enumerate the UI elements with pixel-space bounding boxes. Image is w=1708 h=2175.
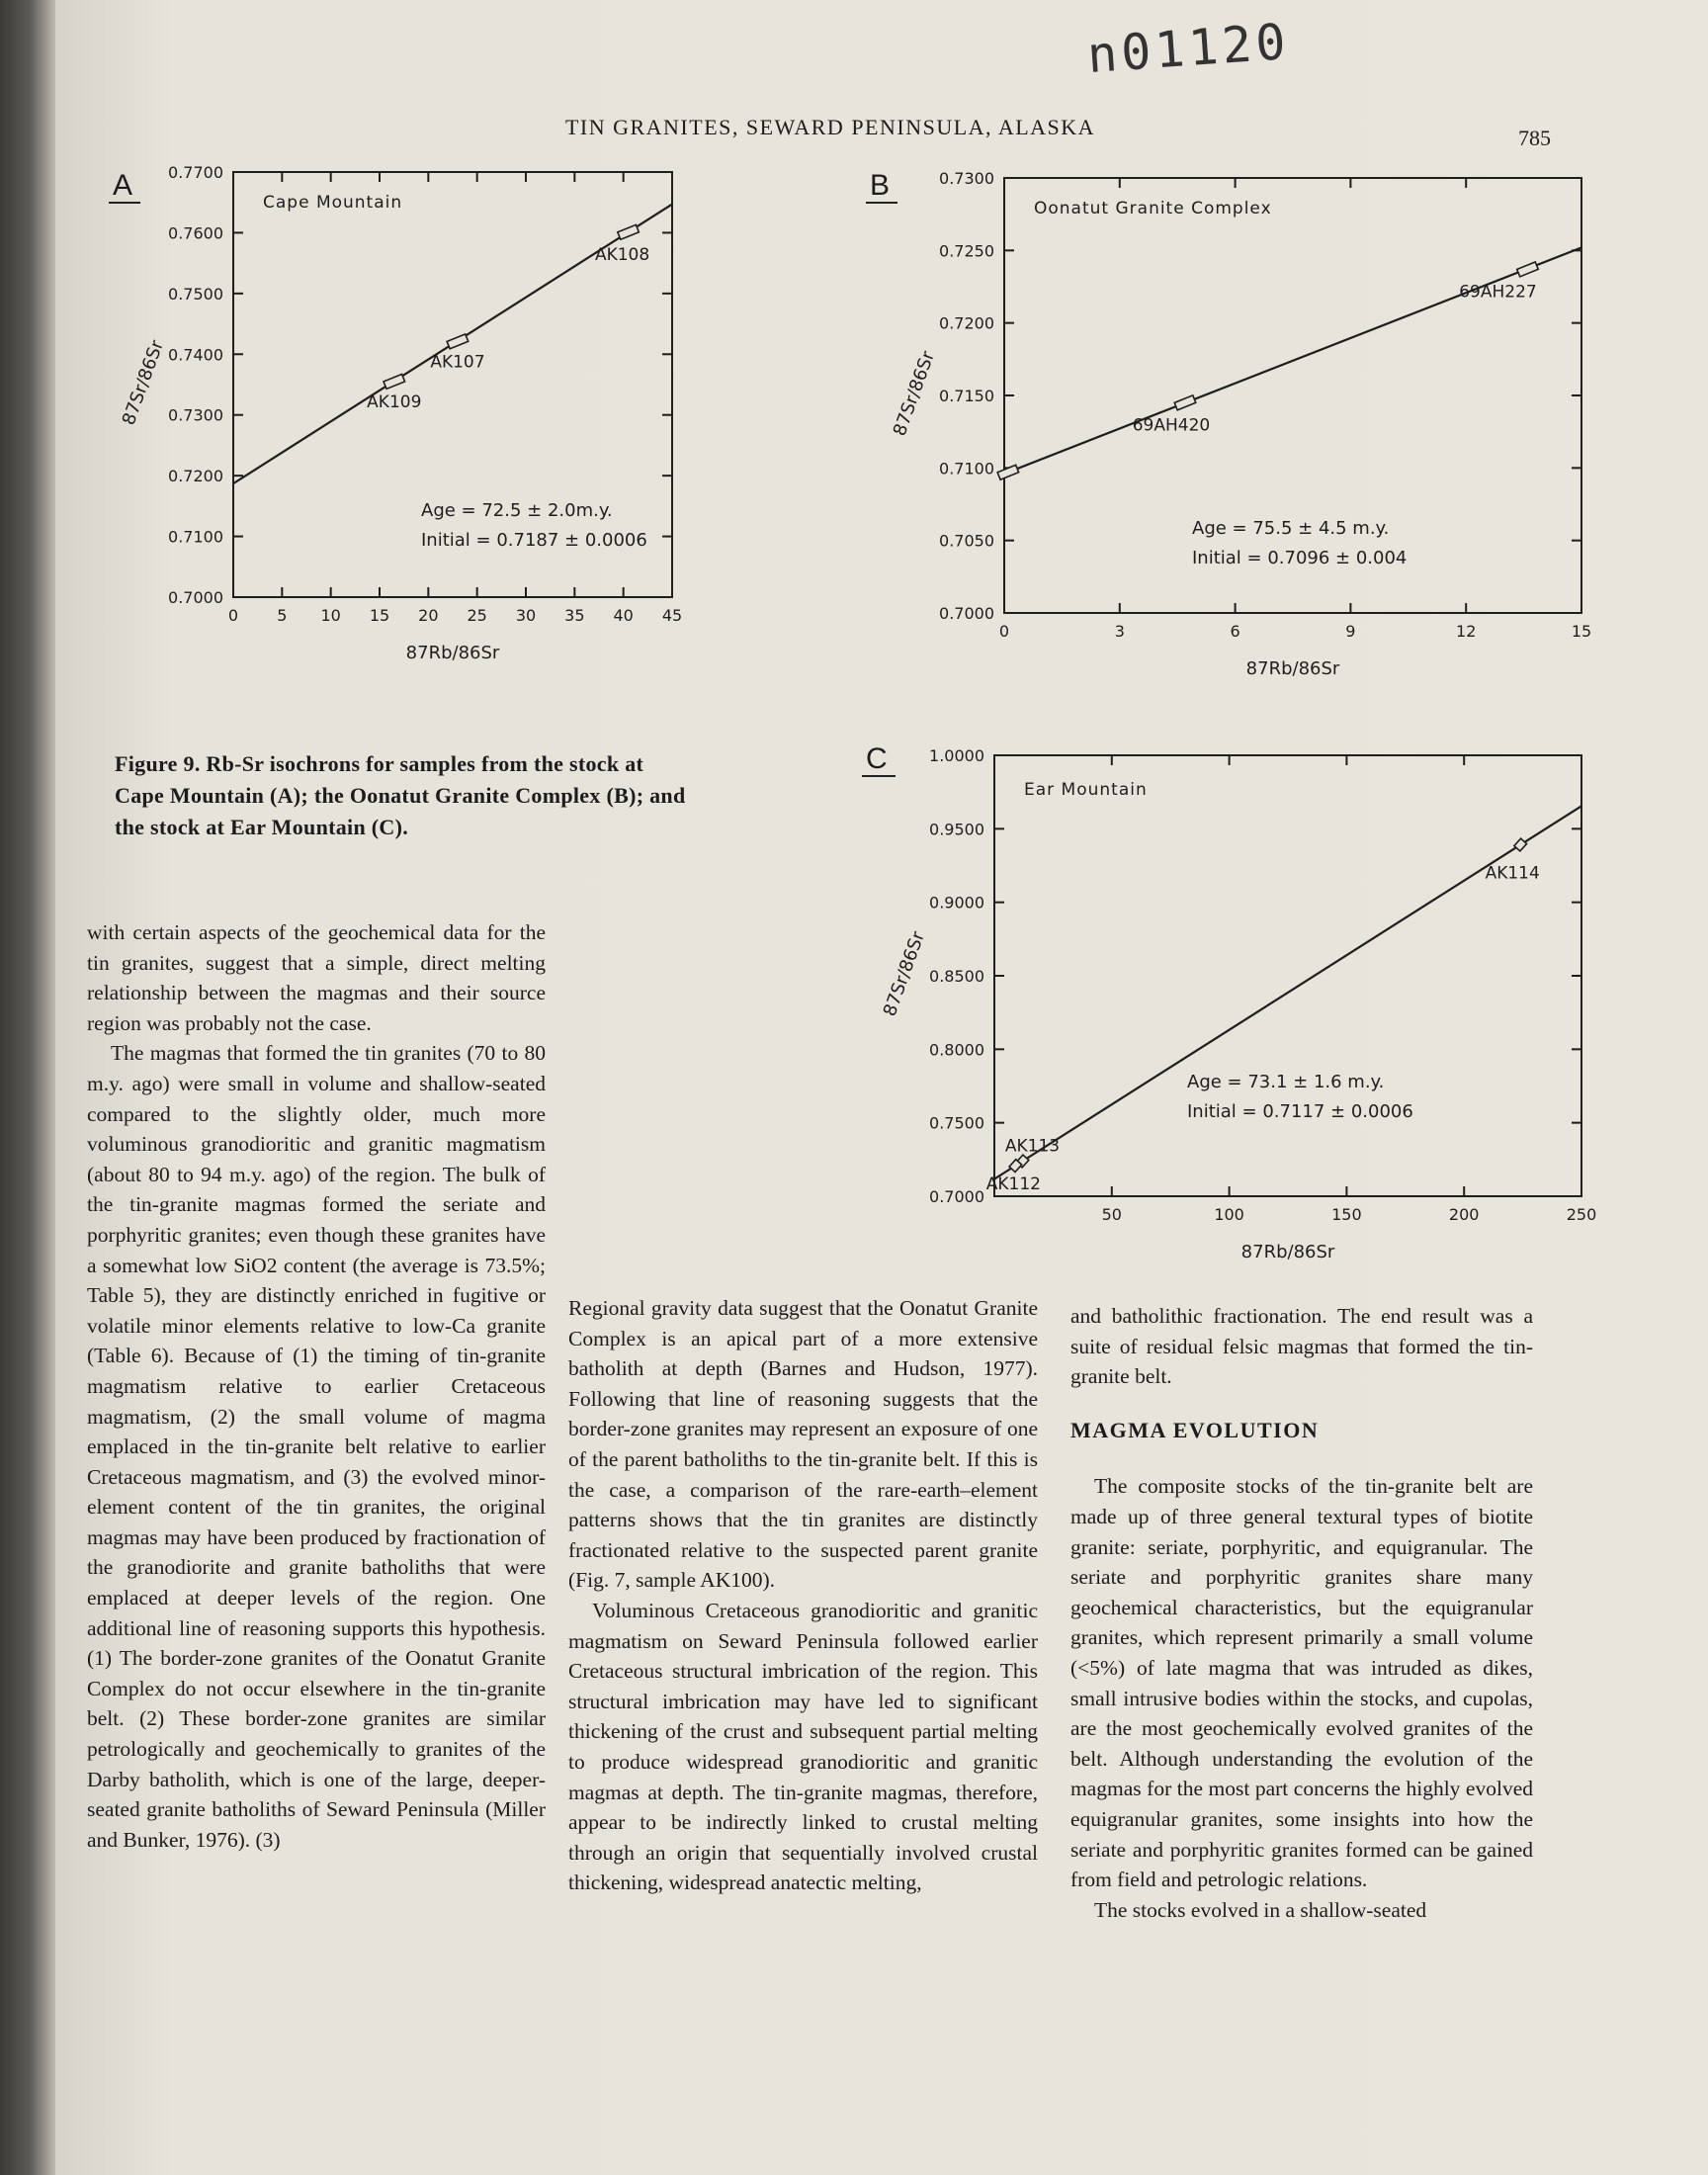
data-point-label: AK112 (985, 1174, 1042, 1195)
y-tick-label: 0.7700 (168, 163, 223, 182)
text-column-middle (568, 1293, 1038, 1898)
panel-letter-b: B (866, 170, 897, 204)
y-tick-label: 0.9000 (929, 893, 984, 913)
isochron-line (994, 806, 1581, 1178)
y-tick-label: 0.8000 (929, 1040, 984, 1060)
paragraph: The composite stocks of the tin-granite belt are made up of three general textural types of biotite granite: seriate, porphyritic, and equigranular. The seriate and porphyritic granites share many geochemical characteristics, but the equigranular granites, which represent primarily a small volume (<5%) of late magma that was intruded as dikes, small intrusive bodies within the stocks, and cupolas, are the most geochemically evolved granites of the belt. Although understanding the evolution of the magmas for the most part concerns the highly evolved equigranular granites, some insights into how the seriate and porphyritic granites formed can be gained from field and petrologic relations. (1070, 1474, 1533, 1892)
x-tick-label: 10 (320, 606, 341, 625)
isochron-chart-oonatut (890, 158, 1601, 712)
x-tick-label: 250 (1566, 1205, 1597, 1224)
y-tick-label: 0.7150 (939, 387, 994, 405)
paragraph: and batholithic fractionation. The end result was a suite of residual felsic magmas that formed the tin-granite belt. (1070, 1304, 1533, 1389)
age-annotation: Age = 75.5 ± 4.5 m.y. (1192, 518, 1390, 539)
paragraph: The magmas that formed the tin granites (70 to 80 m.y. ago) were small in volume and shallow-seated compared to the slightly older, much more voluminous granodioritic and granitic magmatism (about 80 to 94 m.y. ago) of the region. The bulk of the tin-granite magmas formed the seriate and porphyritic granites; even though these granites have a somewhat low SiO2 content (the average is 73.5%; Table 5), they are distinctly enriched in fugitive or volatile minor elements relative to low-Ca granite (Table 6). Because of (1) the timing of tin-granite magmatism relative to earlier Cretaceous magmatism, (2) the small volume of magma emplaced in the tin-granite belt relative to earlier Cretaceous magmatism, and (3) the evolved minor-element content of the tin granites, the original magmas may have been produced by fractionation of the granodiorite and granite batholiths that were emplaced at deeper levels of the region. One additional line of reasoning supports this hypothesis. (1) The border-zone granites of the Oonatut Granite Complex do not occur elsewhere in the tin-granite belt. (2) These border-zone granites are similar petrologically and geochemically to granites of the Darby batholith, which is one of the large, deeper-seated granite batholiths of Seward Peninsula (Miller and Bunker, 1976). (3) (87, 1041, 546, 1852)
y-tick-label: 0.8500 (929, 967, 984, 986)
x-tick-label: 45 (661, 606, 683, 625)
page-number: 785 (1518, 126, 1551, 150)
chart-title: Ear Mountain (1024, 780, 1148, 800)
y-axis-label: 87Sr/86Sr (889, 348, 940, 439)
isochron-chart-ear-mountain (879, 732, 1601, 1265)
data-point-marker (618, 224, 640, 239)
paragraph: Voluminous Cretaceous granodioritic and granitic magmatism on Seward Peninsula followed earlier Cretaceous structural imbrication of the region. This structural imbrication may have led to significant thickening of the crust and subsequent partial melting to produce widespread granodioritic and granitic magmas at depth. The tin-granite magmas, therefore, appear to be indirectly linked to crustal melting through an origin that sequentially involved crustal thickening, widespread anatectic melting, (568, 1598, 1038, 1895)
data-point-marker (447, 334, 469, 349)
y-tick-label: 0.7000 (939, 604, 994, 623)
age-annotation: Initial = 0.7117 ± 0.0006 (1187, 1101, 1413, 1122)
age-annotation: Initial = 0.7187 ± 0.0006 (421, 530, 647, 551)
x-tick-label: 40 (613, 606, 634, 625)
running-title: TIN GRANITES, SEWARD PENINSULA, ALASKA (564, 115, 1096, 139)
x-tick-label: 12 (1456, 622, 1477, 641)
y-axis-label: 87Sr/86Sr (879, 928, 930, 1019)
y-tick-label: 0.7250 (939, 241, 994, 261)
chart-title: Cape Mountain (263, 193, 403, 213)
caption-line: Figure 9. Rb-Sr isochrons for samples from the stock at (115, 751, 644, 776)
data-point-label: AK113 (1004, 1136, 1061, 1157)
y-tick-label: 0.7100 (168, 527, 223, 547)
x-tick-label: 0 (227, 606, 239, 625)
handwritten-note: n01120 (1085, 12, 1292, 85)
x-tick-label: 50 (1101, 1205, 1122, 1224)
text-column-right (1070, 1301, 1533, 1925)
age-annotation: Initial = 0.7096 ± 0.004 (1192, 548, 1408, 568)
x-tick-label: 25 (467, 606, 487, 625)
x-tick-label: 150 (1331, 1205, 1362, 1224)
y-tick-label: 0.7500 (168, 284, 223, 304)
chart-svg (119, 158, 811, 712)
paragraph: Regional gravity data suggest that the Oonatut Granite Complex is an apical part of a more extensive batholith at depth (Barnes and Hudson, 1977). Following that line of reasoning suggests that the border-zone granites may represent an exposure of one of the parent batholiths to the tin-granite belt. If this is the case, a comparison of the rare-earth–element patterns shows that the tin granites are distinctly fractionated relative to the suspected parent granite (Fig. 7, sample AK100). (568, 1296, 1038, 1593)
paragraph: with certain aspects of the geochemical data for the tin granites, suggest that a simple, direct melting relationship between the magmas and their source region was probably not the case. (87, 920, 546, 1035)
panel-letter-c: C (862, 743, 896, 777)
y-tick-label: 0.7600 (168, 223, 223, 243)
x-axis-label: 87Rb/86Sr (405, 643, 500, 663)
y-tick-label: 0.7000 (168, 588, 223, 607)
data-point-label: 69AH420 (1132, 415, 1211, 436)
data-point-label: AK114 (1485, 863, 1540, 884)
figure-caption (115, 748, 757, 843)
data-point-marker (1174, 395, 1196, 410)
x-tick-label: 5 (277, 606, 288, 625)
x-tick-label: 35 (564, 606, 585, 625)
data-point-label: 69AH227 (1459, 282, 1537, 303)
y-tick-label: 0.9500 (929, 820, 984, 839)
data-point-label: AK108 (594, 244, 650, 265)
y-tick-label: 0.7300 (939, 169, 994, 188)
text-column-left (87, 917, 546, 1855)
x-tick-label: 20 (418, 606, 439, 625)
plot-frame (994, 755, 1581, 1196)
x-tick-label: 9 (1345, 622, 1356, 641)
data-point-marker (384, 374, 405, 389)
section-heading: MAGMA EVOLUTION (1070, 1417, 1320, 1442)
chart-svg (879, 732, 1601, 1265)
x-tick-label: 15 (1571, 622, 1592, 641)
y-tick-label: 0.7200 (939, 313, 994, 333)
y-tick-label: 0.7300 (168, 405, 223, 425)
x-tick-label: 100 (1214, 1205, 1244, 1224)
y-tick-label: 0.7400 (168, 345, 223, 365)
x-tick-label: 3 (1114, 622, 1125, 641)
isochron-chart-cape-mountain (119, 158, 811, 712)
data-point-label: AK107 (430, 352, 485, 373)
y-tick-label: 0.7050 (939, 531, 994, 551)
y-tick-label: 0.7200 (168, 467, 223, 486)
paragraph: The stocks evolved in a shallow-seated (1094, 1897, 1427, 1922)
age-annotation: Age = 72.5 ± 2.0m.y. (421, 500, 613, 521)
panel-letter-a: A (109, 170, 140, 204)
x-tick-label: 30 (515, 606, 537, 625)
chart-svg (890, 158, 1601, 712)
data-point-marker (1517, 262, 1539, 277)
chart-title: Oonatut Granite Complex (1034, 199, 1272, 218)
data-point-marker (1514, 838, 1527, 851)
y-tick-label: 1.0000 (929, 746, 984, 765)
x-tick-label: 200 (1448, 1205, 1480, 1224)
book-binding-shadow (0, 0, 55, 2175)
y-axis-label: 87Sr/86Sr (118, 337, 169, 428)
x-axis-label: 87Rb/86Sr (1245, 658, 1340, 679)
x-tick-label: 0 (998, 622, 1010, 641)
data-point-label: AK109 (367, 392, 422, 412)
y-tick-label: 0.7500 (929, 1113, 984, 1133)
x-axis-label: 87Rb/86Sr (1240, 1242, 1335, 1262)
age-annotation: Age = 73.1 ± 1.6 m.y. (1187, 1072, 1385, 1092)
caption-line: the stock at Ear Mountain (C). (115, 815, 409, 839)
caption-line: Cape Mountain (A); the Oonatut Granite Complex (B); and (115, 783, 686, 808)
y-tick-label: 0.7000 (929, 1187, 984, 1206)
x-tick-label: 15 (369, 606, 390, 625)
y-tick-label: 0.7100 (939, 459, 994, 478)
x-tick-label: 6 (1230, 622, 1240, 641)
